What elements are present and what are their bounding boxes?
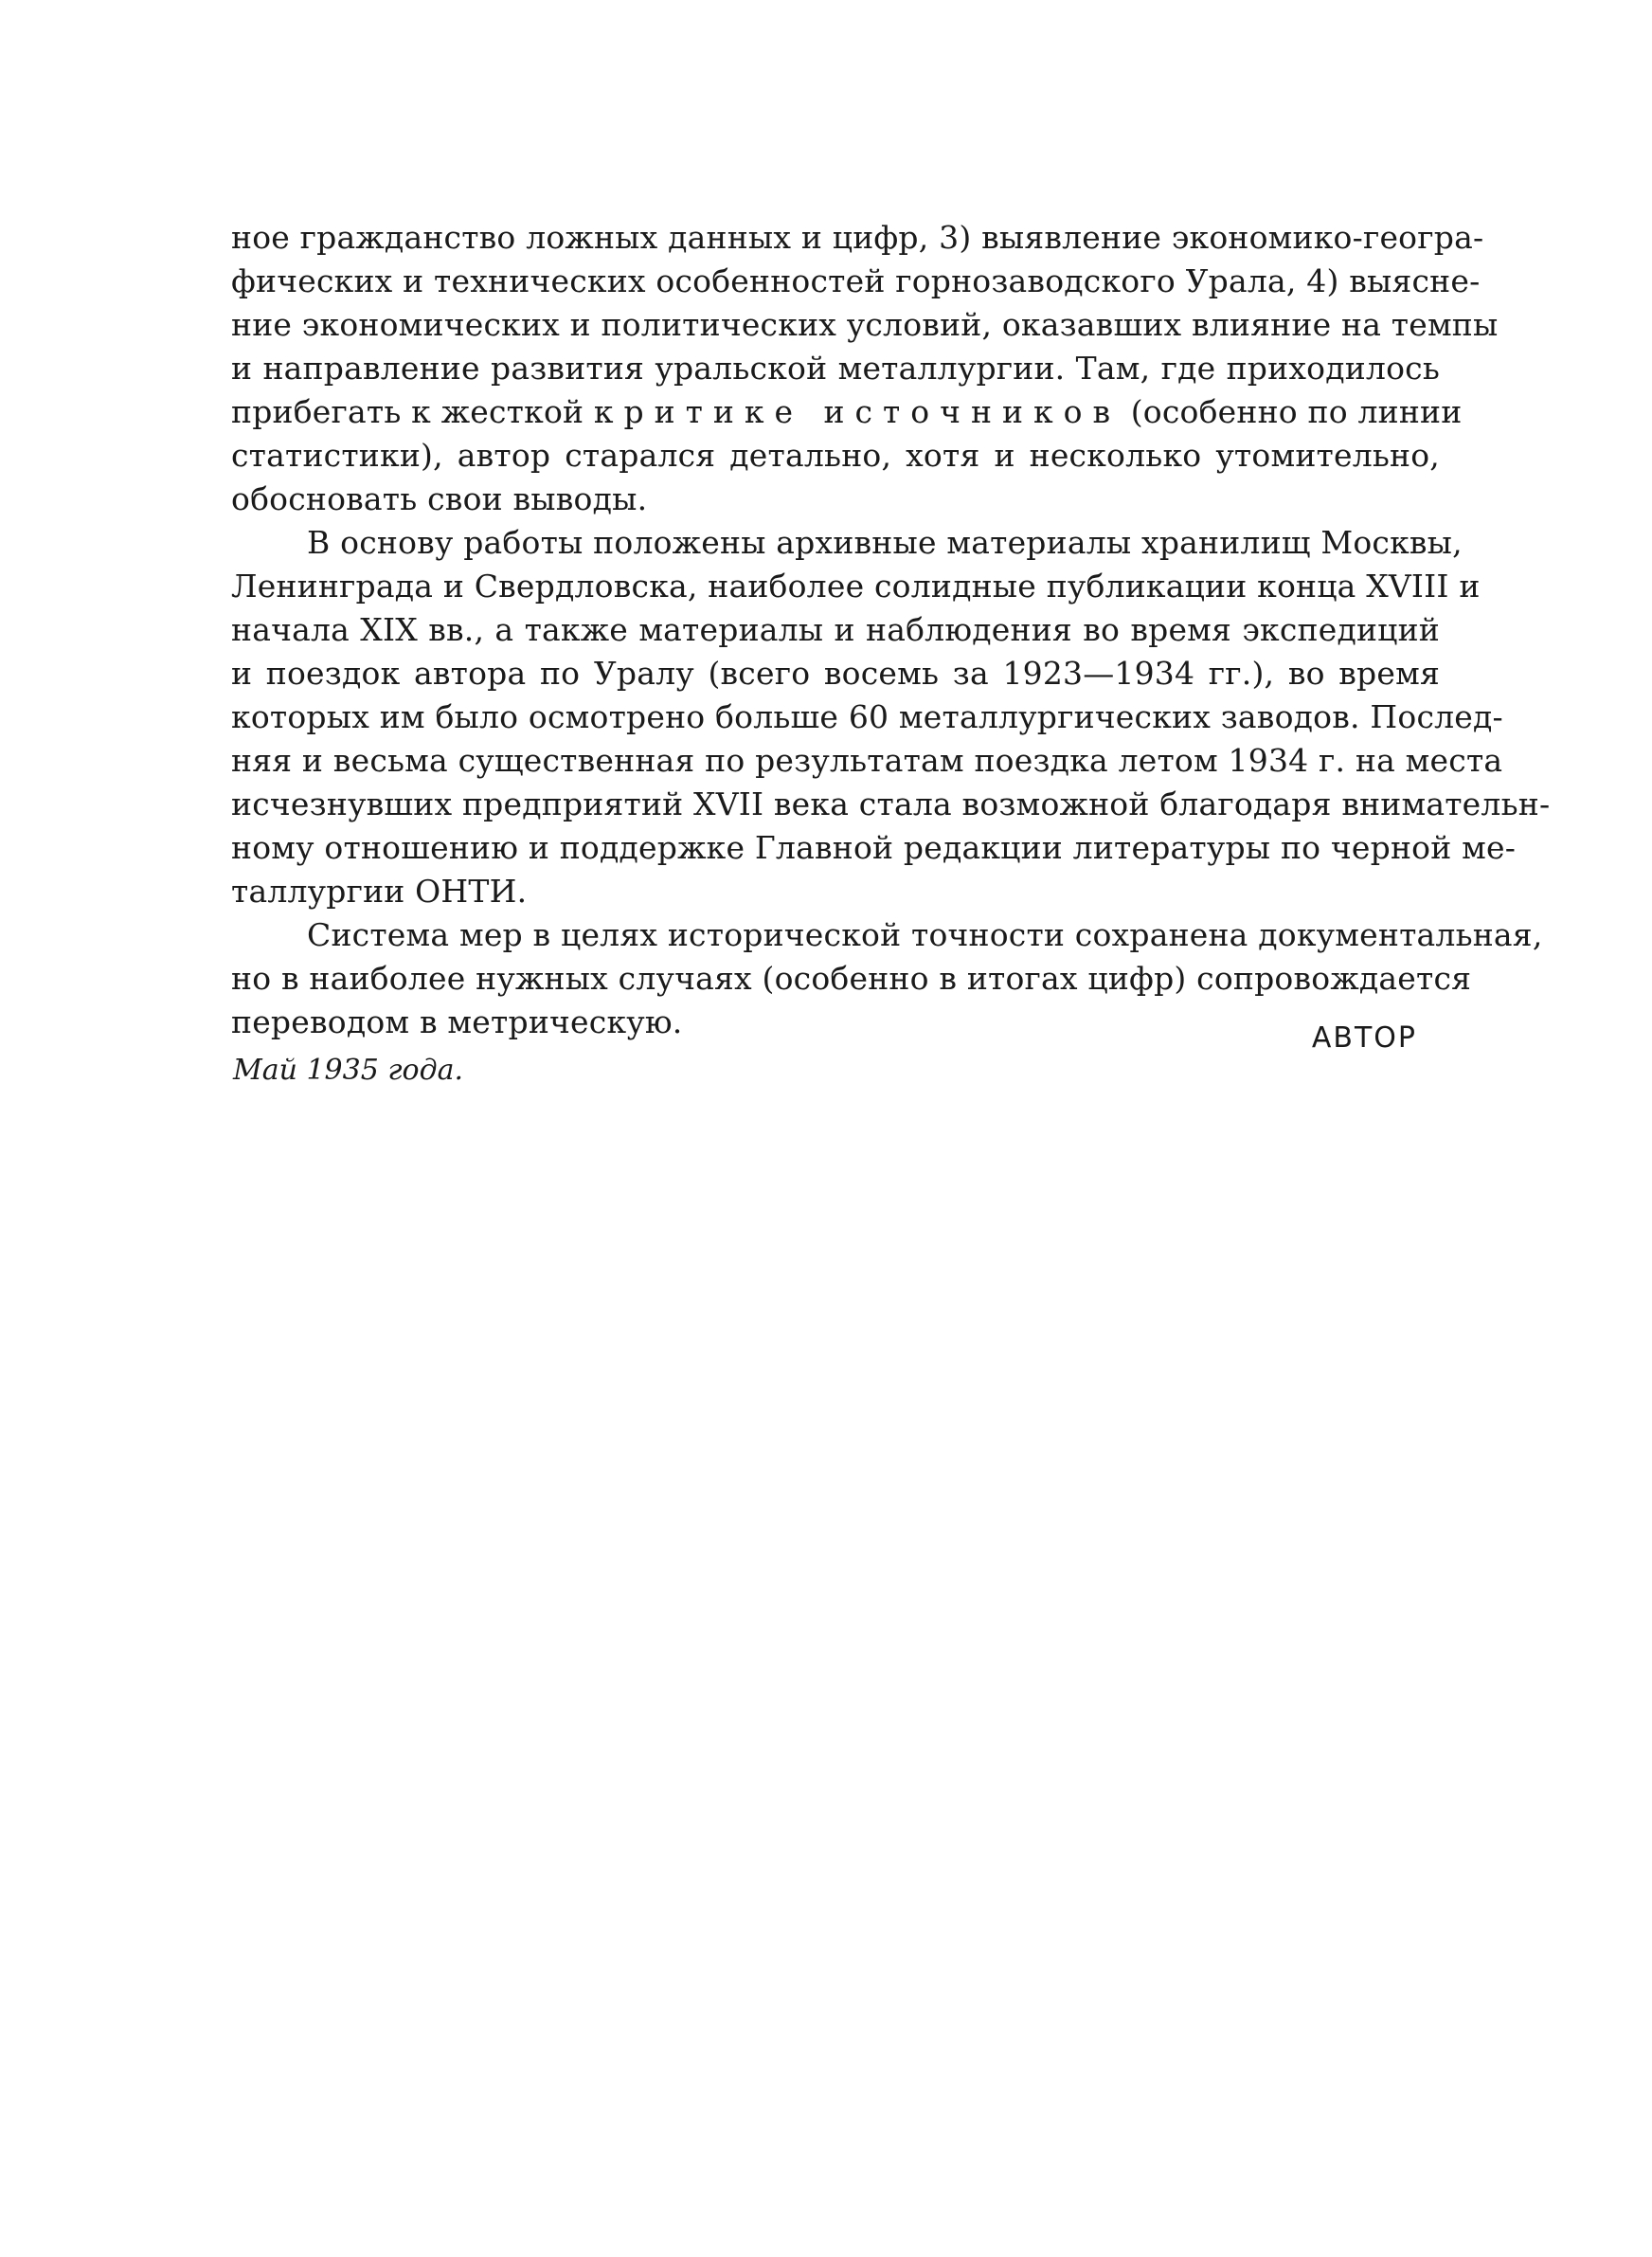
body-text xyxy=(231,216,1551,1044)
paragraph-1-line-7: обосновать свои выводы. xyxy=(231,480,648,517)
paragraph-2-line-5: которых им было осмотрено больше 60 металлургических заводов. Послед- xyxy=(231,698,1503,735)
paragraph-3-line-3: переводом в метрическую. xyxy=(231,1003,683,1040)
paragraph-2-line-7: исчезнувших предприятий XVII века стала возможной благодаря внимательн- xyxy=(231,785,1551,822)
paragraph-2-line-9: таллургии ОНТИ. xyxy=(231,873,528,910)
paragraph-1-line-4: и направление развития уральской металлургии. Там, где приходилось xyxy=(231,350,1440,387)
paragraph-1-line-5-end: (особенно по линии xyxy=(1121,393,1463,430)
paragraph-1-line-6: статистики), автор старался детально, хотя и несколько утомительно, xyxy=(231,437,1440,474)
paragraph-1-line-3: ние экономических и политических условий, оказавших влияние на темпы xyxy=(231,306,1499,343)
paragraph-3-line-1: Система мер в целях исторической точности сохранена документальная, xyxy=(307,916,1543,953)
paragraph-3-line-2: но в наиболее нужных случаях (особенно в итогах цифр) сопровождается xyxy=(231,960,1472,997)
paragraph-2-line-2: Ленинграда и Свердловска, наиболее солидные публикации конца XVIII и xyxy=(231,568,1481,605)
emphasized-phrase: критике источников xyxy=(593,393,1122,430)
paragraph-2-line-6: няя и весьма существенная по результатам поездка летом 1934 г. на места xyxy=(231,742,1503,779)
paragraph-1-line-1: ное гражданство ложных данных и цифр, 3) выявление экономико-геогра- xyxy=(231,219,1484,256)
paragraph-1-line-2: фических и технических особенностей горнозаводского Урала, 4) выясне- xyxy=(231,262,1481,299)
author-signature: АВТОР xyxy=(1311,1021,1417,1055)
paragraph-1-line-5 xyxy=(231,390,1463,434)
date-line: Май 1935 года. xyxy=(233,1054,464,1087)
paragraph-2-line-8: ному отношению и поддержке Главной редакции литературы по черной ме- xyxy=(231,829,1517,866)
paragraph-2-line-3: начала XIX вв., а также материалы и наблюдения во время экспедиций xyxy=(231,611,1440,648)
paragraph-1-line-5-start: прибегать к жесткой xyxy=(231,393,594,430)
paragraph-2-line-4: и поездок автора по Уралу (всего восемь за 1923—1934 гг.), во время xyxy=(231,655,1440,692)
paragraph-2-line-1: В основу работы положены архивные материалы хранилищ Москвы, xyxy=(307,524,1463,561)
